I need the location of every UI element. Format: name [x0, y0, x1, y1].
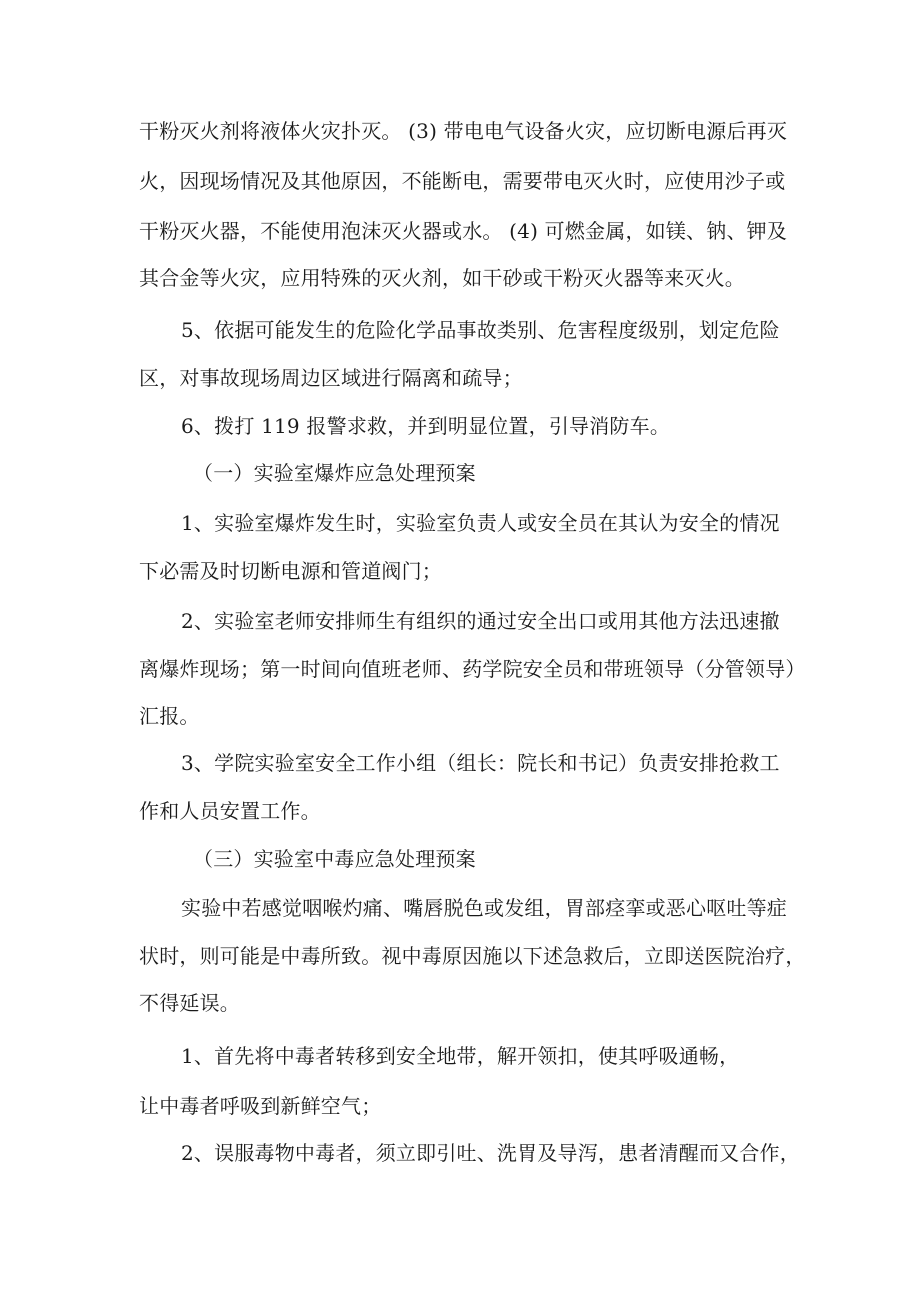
text-line: 不得延误。 [139, 991, 240, 1015]
text-line: 干粉灭火器，不能使用泡沫灭火器或水。 (4) 可燃金属，如镁、钠、钾及 [139, 219, 788, 243]
text-line: 6、拨打 119 报警求救，并到明显位置，引导消防车。 [181, 414, 671, 438]
text-line: 2、实验室老师安排师生有组织的通过安全出口或用其他方法迅速撤 [181, 609, 780, 633]
text-line: 5、依据可能发生的危险化学品事故类别、危害程度级别，划定危险 [181, 318, 780, 342]
text-line: 2、误服毒物中毒者，须立即引吐、洗胃及导泻，患者清醒而又合作， [181, 1141, 800, 1165]
text-line: 1、实验室爆炸发生时，实验室负责人或安全员在其认为安全的情况 [181, 511, 780, 535]
text-line: 1、首先将中毒者转移到安全地带，解开领扣，使其呼吸通畅， [181, 1044, 740, 1068]
text-line: 实验中若感觉咽喉灼痛、嘴唇脱色或发组，胃部痉挛或恶心呕吐等症 [181, 896, 787, 920]
text-line: 其合金等火灾，应用特殊的灭火剂，如干砂或干粉灭火器等来灭火。 [139, 266, 745, 290]
text-line: 区，对事故现场周边区域进行隔离和疏导； [139, 366, 523, 390]
text-line: 让中毒者呼吸到新鲜空气； [139, 1094, 382, 1118]
text-line: 离爆炸现场；第一时间向值班老师、药学院安全员和带班领导（分管领导） [139, 657, 806, 681]
text-line: 状时，则可能是中毒所致。视中毒原因施以下述急救后，立即送医院治疗， [139, 944, 806, 968]
section-heading: （三）实验室中毒应急处理预案 [193, 847, 476, 871]
text-line: 下必需及时切断电源和管道阀门； [139, 559, 442, 583]
text-line: 火，因现场情况及其他原因，不能断电，需要带电灭火时，应使用沙子或 [139, 169, 786, 193]
text-line: 汇报。 [139, 704, 200, 728]
text-line: 3、学院实验室安全工作小组（组长：院长和书记）负责安排抢救工 [181, 751, 780, 775]
text-line: 作和人员安置工作。 [139, 799, 321, 823]
section-heading: （一）实验室爆炸应急处理预案 [193, 461, 476, 485]
text-line: 干粉灭火剂将液体火灾扑灭。 (3) 带电电气设备火灾，应切断电源后再灭 [139, 119, 788, 143]
